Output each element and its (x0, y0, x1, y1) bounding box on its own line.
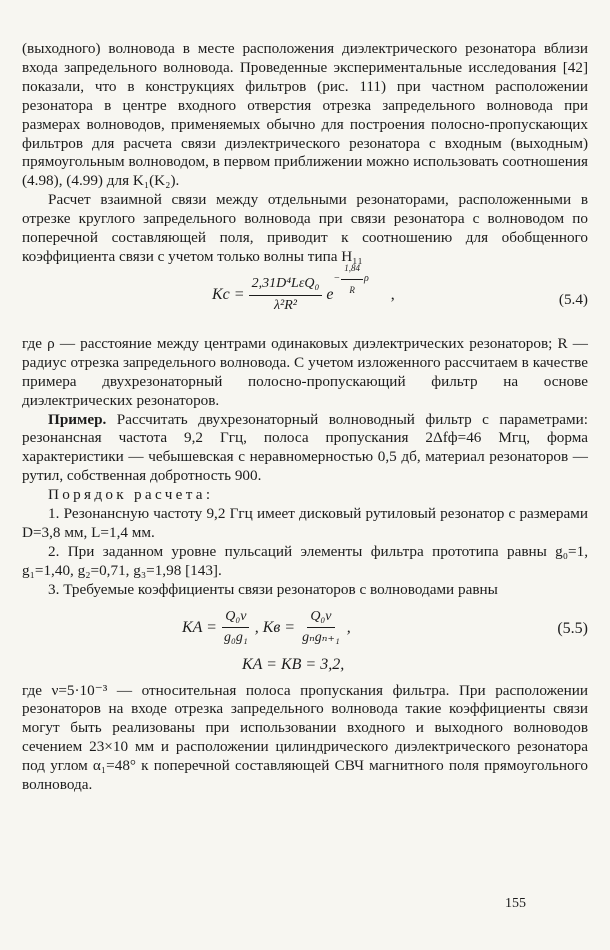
eq55-den2: gₙgₙ₊₁ (302, 630, 340, 646)
paragraph-9: где ν=5·10⁻³ — относительная полоса пропускания фильтра. При расположении резонаторов на входе отрезка запредельного волновода такие коэффициенты связи могут быть реализованы при использовании входного и выходного волноводов сечением 23×10 мм и расположении цилиндрического диэлектрического резонатора под углом α₁=48° к поперечной составляющей СВЧ магнитного поля прямоугольного волновода. (22, 681, 588, 794)
eq55-num2: Q₀ν (307, 608, 334, 629)
eq55-fraction-2 (299, 608, 343, 649)
paragraph-3: где ρ — расстояние между центрами одинаковых диэлектрических резонаторов; R — радиус отрезка запредельного волновода. С учетом изложенного рассчитаем в качестве примера двухрезонаторный полосно-пропускающий фильтр на основе диэлектрических резонаторов. (22, 334, 588, 409)
eq54-numerator: 2,31D⁴LεQ₀ (249, 275, 323, 296)
equation-number-5-4: (5.4) (558, 290, 588, 308)
paragraph-7: 2. При заданном уровне пульсаций элементы фильтра прототипа равны g₀=1, g₁=1,40, g₂=0,71, g₃=1,98 [143]. (22, 542, 588, 579)
eq55-end: , (346, 618, 351, 636)
paragraph-1: (выходного) волновода в месте расположения диэлектрического резонатора вблизи входа запредельного волновода. Проведенные экспериментальные исследования [42] показали, что в конструкциях фильтров (рис. 111) при частном расположении резонатора в центре входного отверстия отрезка запредельного волновода при размерах волноводов, применяемых обычно для построения полосно-пропускающих фильтров для расчета связи диэлектрического резонатора с входным (выходным) прямоугольным волноводом, в первом приближении можно использовать соотношения (4.98), (4.99) для K₁(K₂). (22, 40, 588, 190)
equation-5-4 (22, 262, 588, 331)
equation-5-5-line2: KA = KB = 3,2, (242, 655, 345, 673)
eq55-fraction-1 (221, 608, 251, 649)
eq54-exp-sign: − (333, 272, 341, 284)
equation-5-4-formula (212, 262, 395, 316)
eq54-exp-denominator: R (349, 284, 355, 295)
eq55-num1: Q₀ν (222, 608, 249, 629)
paragraph-4 (22, 411, 588, 487)
eq55-lhs1: KA = (182, 618, 217, 636)
eq54-exp-fraction (341, 259, 363, 300)
eq55-separator: , Kв = (254, 618, 296, 636)
eq54-exp-var: ρ (363, 272, 369, 284)
page-number: 155 (505, 896, 526, 911)
eq54-exp-numerator: 1,84 (341, 259, 363, 280)
paragraph-2: Расчет взаимной связи между отдельными резонаторами, расположенными в отрезке круглого запредельного волновода при связи резонатора с волноводом по поперечной составляющей поля, приводит к соотношению для обобщенного коэффициента связи с учетом только волны типа H₁₁ (22, 191, 588, 265)
equation-5-5-line1 (182, 608, 351, 649)
eq54-exponent (333, 259, 368, 300)
equation-number-5-5: (5.5) (557, 619, 588, 637)
eq54-comma: , (390, 285, 395, 303)
paragraph-6: 1. Резонансную частоту 9,2 Ггц имеет дисковый рутиловый резонатор с размерами D=3,8 мм, L=1,4 мм. (22, 505, 588, 541)
eq54-denominator: λ²R² (273, 297, 297, 313)
eq55-den1: g₀g₁ (223, 630, 248, 646)
example-heading: Пример. (48, 410, 107, 428)
paragraph-8: 3. Требуемые коэффициенты связи резонаторов с волноводами равны (48, 580, 498, 598)
eq54-lhs: Kс = (212, 285, 245, 303)
eq54-exp-base: e (326, 285, 334, 303)
eq54-fraction (249, 275, 323, 316)
paragraph-5: Порядок расчета: (48, 486, 214, 504)
example-text: Рассчитать двухрезонаторный волноводный фильтр с параметрами: резонансная частота 9,2 Ггц, полоса пропускания 2Δfф=46 Мгц, форма характеристики — чебышевская с неравномерностью 0,5 дб, материал резонаторов — рутил, собственная добротность 900. (22, 410, 588, 485)
equation-5-5 (22, 606, 588, 678)
page-body (22, 40, 588, 795)
